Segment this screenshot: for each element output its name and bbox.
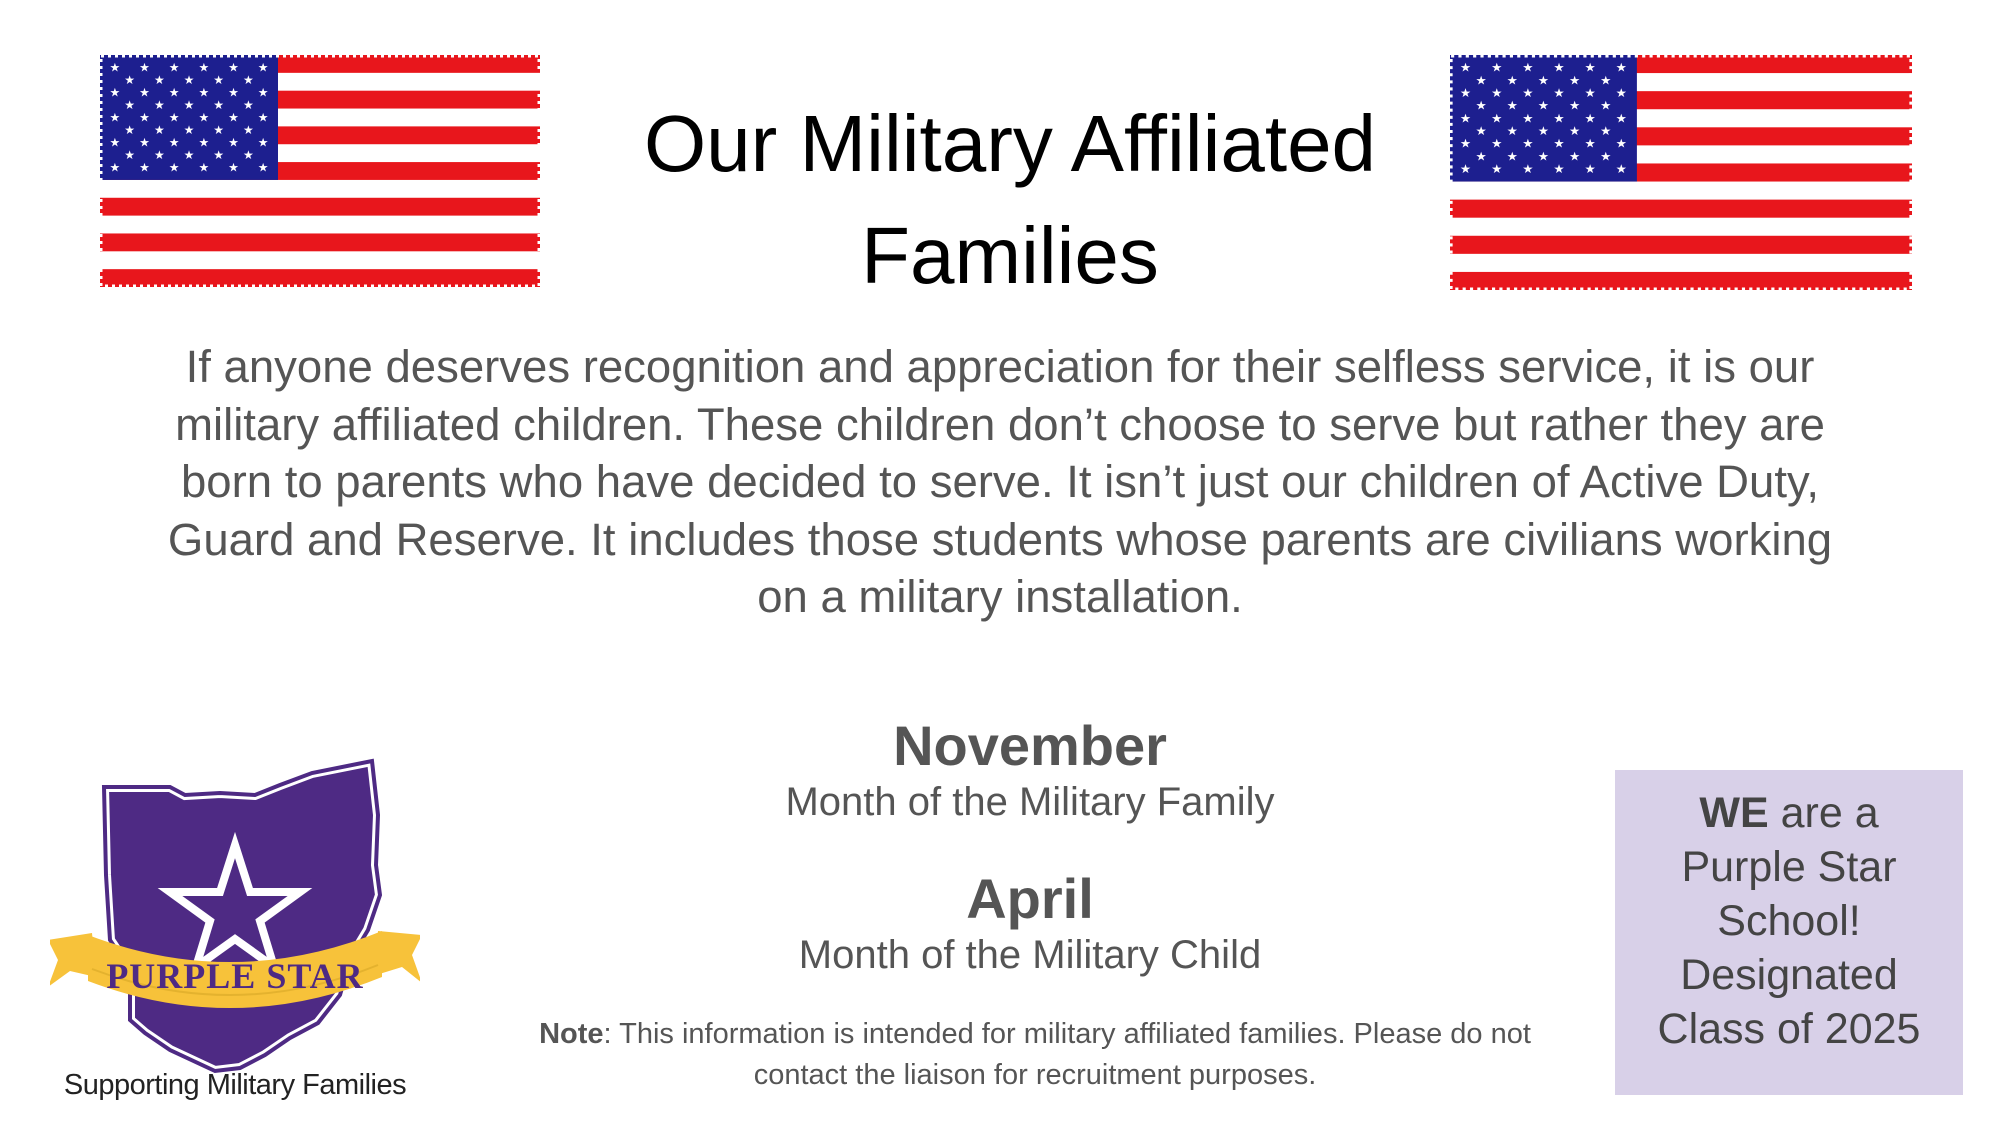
svg-text:★: ★ <box>1459 60 1472 75</box>
intro-line: military affiliated children. These children don’t choose to serve but rather they are <box>175 398 1825 450</box>
svg-text:★: ★ <box>1459 86 1472 100</box>
svg-text:★: ★ <box>198 60 210 75</box>
svg-text:★: ★ <box>168 135 180 150</box>
svg-text:★: ★ <box>1522 111 1534 126</box>
svg-text:★: ★ <box>213 147 225 162</box>
svg-text:★: ★ <box>1615 136 1627 151</box>
svg-text:★: ★ <box>1491 162 1503 176</box>
svg-text:★: ★ <box>1584 86 1596 100</box>
purple-star-school-badge <box>1615 770 1963 1095</box>
svg-text:★: ★ <box>228 160 239 175</box>
svg-text:★: ★ <box>198 110 210 125</box>
svg-text:★: ★ <box>1584 162 1596 176</box>
svg-text:★: ★ <box>1459 162 1472 176</box>
american-flag-icon <box>100 55 540 287</box>
intro-line: born to parents who have decided to serve. It isn’t just our children of Active Duty, <box>180 456 1820 507</box>
month-description: Month of the Military Family <box>785 780 1275 824</box>
note-line-1 <box>470 1014 1600 1055</box>
month-name: April <box>966 867 1094 930</box>
svg-text:★: ★ <box>183 97 195 112</box>
month-november <box>680 714 1380 826</box>
svg-text:★: ★ <box>183 72 195 87</box>
svg-text:★: ★ <box>228 110 239 125</box>
svg-text:★: ★ <box>1459 136 1472 151</box>
svg-text:★: ★ <box>124 147 136 162</box>
svg-text:★: ★ <box>1553 86 1565 100</box>
note <box>470 1014 1600 1096</box>
note-line-2: contact the liaison for recruitment purposes. <box>753 1059 1317 1091</box>
svg-text:★: ★ <box>1584 136 1596 151</box>
svg-text:★: ★ <box>213 122 225 137</box>
svg-text:★: ★ <box>1522 136 1534 151</box>
svg-text:★: ★ <box>139 160 150 175</box>
svg-text:★: ★ <box>109 135 121 150</box>
logo-ribbon-text: PURPLE STAR <box>106 956 364 996</box>
badge-line-5: Class of 2025 <box>1657 1005 1921 1053</box>
svg-text:★: ★ <box>242 147 254 162</box>
svg-text:★: ★ <box>124 97 136 112</box>
svg-text:★: ★ <box>1568 98 1581 113</box>
svg-text:★: ★ <box>1491 111 1503 126</box>
svg-text:★: ★ <box>139 110 150 125</box>
svg-text:★: ★ <box>228 60 239 75</box>
svg-text:★: ★ <box>139 60 150 75</box>
svg-text:★: ★ <box>198 160 210 175</box>
svg-text:★: ★ <box>198 135 210 150</box>
svg-text:★: ★ <box>1537 124 1550 138</box>
svg-text:★: ★ <box>213 97 225 112</box>
svg-text:★: ★ <box>213 72 225 87</box>
svg-text:★: ★ <box>1553 136 1565 151</box>
svg-text:★: ★ <box>257 110 269 125</box>
svg-text:★: ★ <box>1615 111 1627 126</box>
svg-text:★: ★ <box>1459 111 1472 126</box>
svg-text:★: ★ <box>1568 124 1581 138</box>
svg-text:★: ★ <box>1475 98 1487 113</box>
intro-line: on a military installation. <box>757 571 1243 622</box>
svg-text:★: ★ <box>1615 86 1627 100</box>
svg-text:★: ★ <box>183 147 195 162</box>
svg-text:★: ★ <box>124 72 136 87</box>
american-flag-icon <box>1450 55 1912 290</box>
svg-text:★: ★ <box>1584 111 1596 126</box>
svg-text:★: ★ <box>257 60 269 75</box>
svg-text:★: ★ <box>1600 73 1612 88</box>
svg-text:★: ★ <box>1568 73 1581 88</box>
svg-text:★: ★ <box>242 122 254 137</box>
svg-text:★: ★ <box>1615 60 1627 75</box>
month-april <box>680 867 1380 979</box>
svg-text:★: ★ <box>1600 149 1612 164</box>
svg-text:★: ★ <box>1506 73 1518 88</box>
svg-text:★: ★ <box>1506 124 1518 138</box>
svg-text:★: ★ <box>1553 111 1565 126</box>
svg-text:★: ★ <box>1491 60 1503 75</box>
logo-caption: Supporting Military Families <box>63 1069 407 1101</box>
svg-text:★: ★ <box>168 85 180 100</box>
svg-text:★: ★ <box>1584 60 1596 75</box>
svg-text:★: ★ <box>168 110 180 125</box>
svg-text:★: ★ <box>1522 86 1534 100</box>
svg-text:★: ★ <box>198 85 210 100</box>
svg-text:★: ★ <box>139 135 150 150</box>
svg-text:★: ★ <box>1475 124 1487 138</box>
svg-text:★: ★ <box>109 160 121 175</box>
svg-text:★: ★ <box>1522 162 1534 176</box>
svg-text:★: ★ <box>257 135 269 150</box>
svg-text:★: ★ <box>168 160 180 175</box>
svg-text:★: ★ <box>1475 73 1487 88</box>
svg-text:★: ★ <box>1568 149 1581 164</box>
svg-text:★: ★ <box>1491 136 1503 151</box>
month-description: Month of the Military Child <box>798 933 1262 977</box>
month-name: November <box>893 714 1167 777</box>
note-label: Note <box>539 1018 604 1050</box>
badge-line-4: Designated <box>1680 951 1898 999</box>
svg-text:★: ★ <box>1537 73 1550 88</box>
svg-text:★: ★ <box>153 97 165 112</box>
svg-text:★: ★ <box>242 97 254 112</box>
svg-text:★: ★ <box>1600 124 1612 138</box>
svg-text:★: ★ <box>1615 162 1627 176</box>
svg-text:★: ★ <box>109 110 121 125</box>
intro-line: Guard and Reserve. It includes those students whose parents are civilians working <box>167 513 1833 565</box>
svg-text:★: ★ <box>257 85 269 100</box>
svg-text:★: ★ <box>1491 86 1503 100</box>
badge-text: are a <box>1768 789 1879 837</box>
intro-paragraph <box>120 338 1880 626</box>
svg-text:★: ★ <box>139 85 150 100</box>
badge-line-2: Purple Star <box>1681 843 1897 891</box>
note-text: : This information is intended for military affiliated families. Please do not <box>603 1018 1531 1050</box>
svg-text:★: ★ <box>257 160 269 175</box>
svg-text:★: ★ <box>124 122 136 137</box>
intro-line: If anyone deserves recognition and appreciation for their selfless service, it is our <box>185 341 1815 392</box>
svg-text:★: ★ <box>153 147 165 162</box>
svg-text:★: ★ <box>1553 162 1565 176</box>
svg-text:★: ★ <box>1522 60 1534 75</box>
svg-text:★: ★ <box>109 60 121 75</box>
svg-text:★: ★ <box>153 72 165 87</box>
svg-text:★: ★ <box>153 122 165 137</box>
svg-text:★: ★ <box>228 135 239 150</box>
svg-text:★: ★ <box>168 60 180 75</box>
svg-text:★: ★ <box>1600 98 1612 113</box>
page-title <box>560 88 1460 312</box>
svg-text:★: ★ <box>183 122 195 137</box>
svg-text:★: ★ <box>1506 98 1518 113</box>
title-line-1: Our Military Affiliated <box>643 99 1377 188</box>
svg-text:★: ★ <box>242 72 254 87</box>
svg-text:★: ★ <box>1553 60 1565 75</box>
title-line-2: Families <box>861 211 1159 300</box>
svg-text:★: ★ <box>1537 98 1550 113</box>
svg-text:★: ★ <box>1475 149 1487 164</box>
badge-line-3: School! <box>1717 897 1861 945</box>
svg-text:★: ★ <box>1506 149 1518 164</box>
svg-text:★: ★ <box>1537 149 1550 164</box>
badge-line-1 <box>1615 786 1963 840</box>
purple-star-ohio-logo-icon <box>50 755 420 1105</box>
svg-text:★: ★ <box>228 85 239 100</box>
badge-bold: WE <box>1699 789 1769 837</box>
svg-text:★: ★ <box>109 85 121 100</box>
